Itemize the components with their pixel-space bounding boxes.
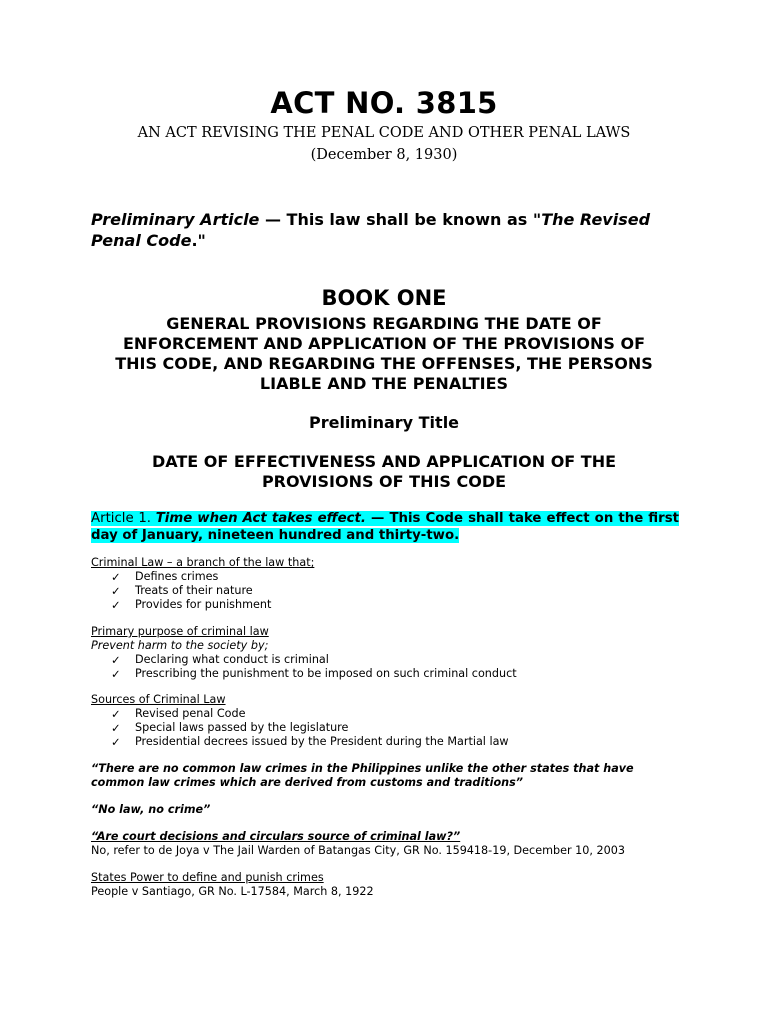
list-item-text: Defines crimes bbox=[135, 570, 219, 583]
list-item bbox=[111, 667, 691, 681]
list-item bbox=[111, 735, 691, 749]
primary-purpose-list bbox=[91, 653, 691, 681]
act-subtitle: AN ACT REVISING THE PENAL CODE AND OTHER PENAL LAWS bbox=[137, 125, 631, 141]
list-item-text: Revised penal Code bbox=[135, 707, 246, 720]
act-date: (December 8, 1930) bbox=[310, 147, 458, 163]
date-title: DATE OF EFFECTIVENESS AND APPLICATION OF THE PROVISIONS OF THIS CODE bbox=[151, 452, 617, 491]
list-item-text: Presidential decrees issued by the President during the Martial law bbox=[135, 735, 509, 748]
check-icon: ✓ bbox=[111, 570, 121, 584]
court-decisions-question: “Are court decisions and circulars source of criminal law?” bbox=[91, 830, 461, 843]
check-icon: ✓ bbox=[111, 598, 121, 612]
book-subtitle: GENERAL PROVISIONS REGARDING THE DATE OF ENFORCEMENT AND APPLICATION OF THE PROVISIONS OF THIS CODE, AND REGARDING THE OFFENSES, THE PERSONS LIABLE AND THE PENALTIES bbox=[115, 314, 653, 393]
article-1 bbox=[91, 510, 679, 544]
article-1-highlight bbox=[91, 511, 679, 543]
court-decisions-section bbox=[91, 830, 691, 858]
criminal-law-list bbox=[91, 570, 691, 612]
preliminary-article-text: — This law shall be known as " bbox=[259, 210, 542, 229]
states-power-citation: People v Santiago, GR No. L-17584, March 8, 1922 bbox=[91, 885, 374, 898]
sources-section bbox=[91, 693, 691, 749]
list-item-text: Treats of their nature bbox=[135, 584, 253, 597]
criminal-law-section bbox=[91, 556, 691, 612]
book-title: BOOK ONE bbox=[321, 286, 447, 310]
check-icon: ✓ bbox=[111, 584, 121, 598]
check-icon: ✓ bbox=[111, 721, 121, 735]
list-item bbox=[111, 584, 691, 598]
list-item bbox=[111, 721, 691, 735]
list-item bbox=[111, 653, 691, 667]
primary-purpose-section bbox=[91, 625, 691, 681]
criminal-law-heading: Criminal Law – a branch of the law that; bbox=[91, 556, 315, 569]
primary-purpose-heading: Primary purpose of criminal law bbox=[91, 625, 269, 638]
article-1-text: — This Code shall take effect on the first day of January, nineteen hundred and thirty-two. bbox=[91, 511, 679, 543]
list-item bbox=[111, 570, 691, 584]
list-item-text: Provides for punishment bbox=[135, 598, 272, 611]
preliminary-article bbox=[91, 209, 651, 251]
preliminary-article-end: ." bbox=[191, 231, 206, 250]
no-law-quote: “No law, no crime” bbox=[91, 803, 211, 816]
list-item-text: Prescribing the punishment to be imposed on such criminal conduct bbox=[135, 667, 517, 680]
check-icon: ✓ bbox=[111, 707, 121, 721]
sources-heading: Sources of Criminal Law bbox=[91, 693, 226, 706]
list-item bbox=[111, 598, 691, 612]
check-icon: ✓ bbox=[111, 667, 121, 681]
check-icon: ✓ bbox=[111, 735, 121, 749]
court-decisions-answer: No, refer to de Joya v The Jail Warden of Batangas City, GR No. 159418-19, December 10, 2003 bbox=[91, 844, 625, 857]
list-item-text: Special laws passed by the legislature bbox=[135, 721, 349, 734]
check-icon: ✓ bbox=[111, 653, 121, 667]
preliminary-title: Preliminary Title bbox=[308, 413, 460, 432]
primary-purpose-subheading: Prevent harm to the society by; bbox=[91, 639, 269, 652]
states-power-heading: States Power to define and punish crimes bbox=[91, 871, 324, 884]
states-power-section bbox=[91, 871, 691, 899]
article-1-label: Article 1. bbox=[91, 511, 152, 526]
article-1-heading: Time when Act takes effect. bbox=[155, 511, 366, 526]
preliminary-article-label: Preliminary Article bbox=[91, 210, 260, 229]
common-law-quote: “There are no common law crimes in the Philippines unlike the other states that have common law crimes which are derived from customs and traditions” bbox=[91, 762, 634, 789]
list-item-text: Declaring what conduct is criminal bbox=[135, 653, 329, 666]
act-title: ACT NO. 3815 bbox=[270, 86, 498, 120]
code-name: The Revised Penal Code bbox=[91, 210, 651, 250]
list-item bbox=[111, 707, 691, 721]
sources-list bbox=[91, 707, 691, 749]
